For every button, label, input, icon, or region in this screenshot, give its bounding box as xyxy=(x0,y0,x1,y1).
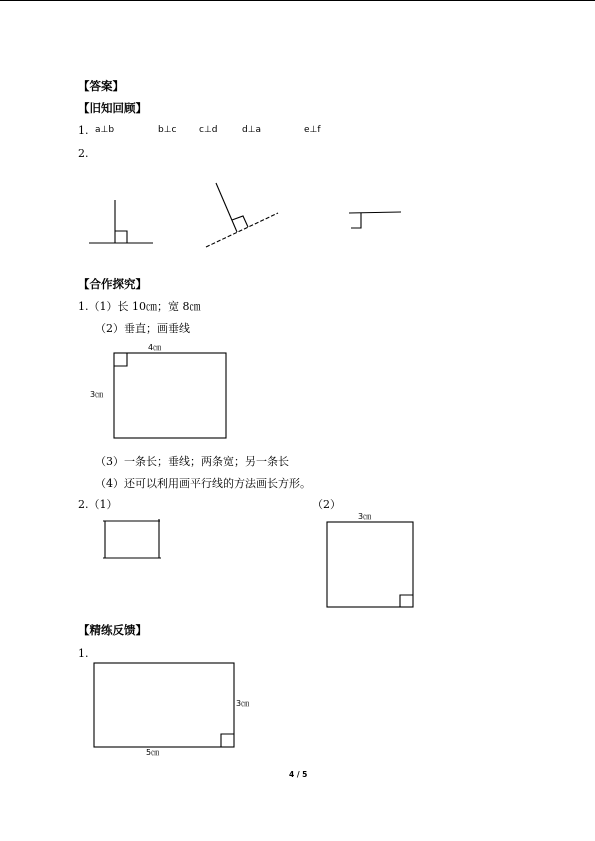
rect-top-dimension-label: 4㎝ xyxy=(148,343,162,352)
explore-q1-line1: 1.（1）长 10㎝；宽 8㎝ xyxy=(78,300,201,313)
square-figure xyxy=(327,522,413,607)
review-q2-number: 2. xyxy=(78,147,89,160)
perpendicular-pair: e⊥f xyxy=(304,125,321,135)
practice-heading: 【精练反馈】 xyxy=(78,623,147,637)
perpendicular-pair: b⊥c xyxy=(158,125,177,135)
answer-heading: 【答案】 xyxy=(78,79,124,93)
explore-q2-part2: （2） xyxy=(312,498,341,511)
explore-q1-line3: （3）一条长；垂线；两条宽；另一条长 xyxy=(95,455,289,468)
small-rectangle xyxy=(103,519,161,558)
perpendicular-figure-2 xyxy=(206,183,278,247)
perpendicular-pair: a⊥b xyxy=(95,125,115,135)
explore-q1-line4: （4）还可以利用画平行线的方法画长方形。 xyxy=(95,477,311,490)
explore-heading: 【合作探究】 xyxy=(78,277,147,291)
review-heading: 【旧知回顾】 xyxy=(78,101,147,115)
practice-rectangle xyxy=(94,663,234,747)
practice-rect-bottom-label: 5㎝ xyxy=(146,748,160,757)
perpendicular-pair: c⊥d xyxy=(199,125,218,135)
square-top-dimension-label: 3㎝ xyxy=(358,512,372,521)
practice-q1-number: 1. xyxy=(78,647,89,660)
review-q1-number: 1. xyxy=(78,124,89,137)
perpendicular-pair: d⊥a xyxy=(242,125,262,135)
perpendicular-figure-1 xyxy=(89,200,153,243)
explore-q2-part1: 2.（1） xyxy=(78,498,118,511)
perpendicular-figure-3 xyxy=(349,212,401,228)
explore-q1-line2: （2）垂直；画垂线 xyxy=(95,322,190,335)
practice-rect-right-label: 3㎝ xyxy=(236,699,250,708)
page-number: 4 / 5 xyxy=(289,770,308,779)
rect-left-dimension-label: 3㎝ xyxy=(90,390,104,399)
explore-rectangle xyxy=(114,353,226,438)
